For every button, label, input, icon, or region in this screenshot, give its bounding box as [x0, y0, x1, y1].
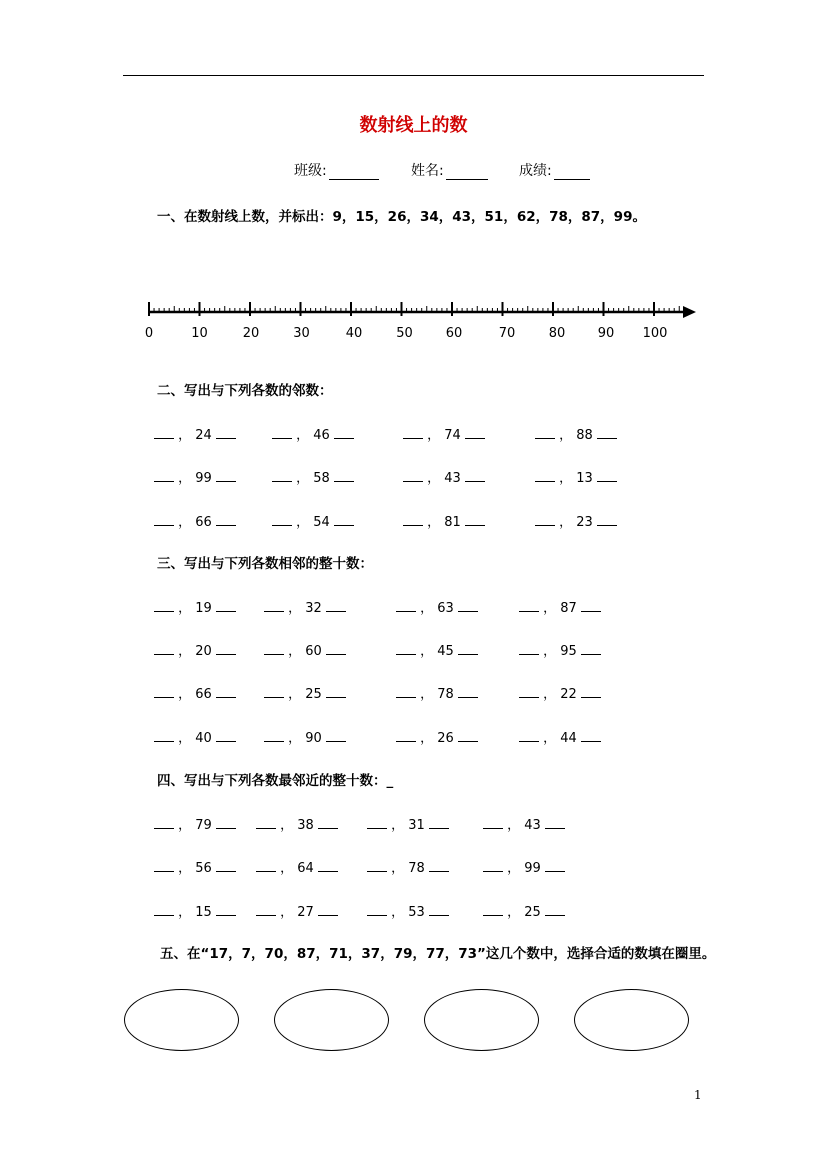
s3-item — [264, 640, 346, 659]
answer-blank[interactable] — [216, 816, 236, 829]
answer-blank[interactable] — [154, 685, 174, 698]
comma-separator: ， — [423, 428, 445, 443]
given-number: 56 — [195, 861, 212, 876]
comma-separator: ， — [539, 687, 561, 702]
answer-blank[interactable] — [154, 426, 174, 439]
comma-separator: ， — [387, 818, 409, 833]
answer-blank[interactable] — [318, 903, 338, 916]
s4-item — [256, 901, 338, 920]
comma-separator: ， — [387, 905, 409, 920]
answer-blank[interactable] — [367, 816, 387, 829]
answer-blank[interactable] — [483, 816, 503, 829]
comma-separator: ， — [539, 731, 561, 746]
given-number: 95 — [560, 644, 577, 659]
answer-blank[interactable] — [154, 513, 174, 526]
answer-blank[interactable] — [264, 685, 284, 698]
answer-blank[interactable] — [154, 642, 174, 655]
s4-item — [154, 814, 236, 833]
number-line-label: 20 — [242, 326, 260, 341]
s3-item — [396, 640, 478, 659]
page-title: 数射线上的数 — [359, 115, 468, 136]
answer-blank[interactable] — [483, 903, 503, 916]
comma-separator: ， — [174, 861, 196, 876]
answer-blank[interactable] — [216, 859, 236, 872]
answer-circle-1[interactable] — [124, 989, 239, 1051]
answer-blank[interactable] — [318, 859, 338, 872]
answer-blank[interactable] — [458, 642, 478, 655]
given-number: 19 — [195, 601, 212, 616]
section-5-heading: 五、在“17，7，70，87，71，37，79，77，73”这几个数中，选择合适的数填在圈里。 — [160, 946, 716, 962]
comma-separator: ， — [174, 515, 196, 530]
s3-item — [519, 597, 601, 616]
answer-blank[interactable] — [465, 513, 485, 526]
comma-separator: ， — [174, 471, 196, 486]
comma-separator: ， — [423, 471, 445, 486]
answer-blank[interactable] — [367, 903, 387, 916]
s4-item — [154, 901, 236, 920]
comma-separator: ， — [276, 861, 298, 876]
answer-blank[interactable] — [264, 729, 284, 742]
number-line-label: 0 — [144, 326, 154, 341]
number-line-label: 40 — [345, 326, 363, 341]
given-number: 66 — [195, 687, 212, 702]
s4-item — [483, 901, 565, 920]
answer-blank[interactable] — [272, 469, 292, 482]
answer-blank[interactable] — [367, 859, 387, 872]
comma-separator: ， — [539, 601, 561, 616]
given-number: 88 — [576, 428, 593, 443]
answer-blank[interactable] — [216, 599, 236, 612]
given-number: 31 — [408, 818, 425, 833]
given-number: 25 — [524, 905, 541, 920]
given-number: 58 — [313, 471, 330, 486]
given-number: 66 — [195, 515, 212, 530]
score-label: 成绩: — [519, 163, 552, 179]
answer-blank[interactable] — [597, 426, 617, 439]
answer-blank[interactable] — [581, 685, 601, 698]
answer-blank[interactable] — [216, 903, 236, 916]
number-line-ticks — [149, 302, 679, 316]
given-number: 90 — [305, 731, 322, 746]
s3-item — [154, 727, 236, 746]
answer-blank[interactable] — [154, 816, 174, 829]
answer-blank[interactable] — [597, 469, 617, 482]
answer-blank[interactable] — [519, 685, 539, 698]
given-number: 32 — [305, 601, 322, 616]
comma-separator: ， — [174, 644, 196, 659]
s3-item — [519, 640, 601, 659]
comma-separator: ， — [292, 515, 314, 530]
given-number: 13 — [576, 471, 593, 486]
answer-blank[interactable] — [429, 816, 449, 829]
given-number: 78 — [437, 687, 454, 702]
given-number: 74 — [444, 428, 461, 443]
answer-blank[interactable] — [519, 642, 539, 655]
section-4-heading: 四、写出与下列各数最邻近的整十数：_ — [157, 773, 394, 789]
comma-separator: ， — [503, 818, 525, 833]
comma-separator: ， — [416, 644, 438, 659]
answer-blank[interactable] — [545, 816, 565, 829]
answer-blank[interactable] — [334, 426, 354, 439]
name-label: 姓名: — [411, 163, 444, 179]
comma-separator: ， — [423, 515, 445, 530]
score-blank[interactable] — [554, 163, 590, 180]
answer-blank[interactable] — [458, 729, 478, 742]
given-number: 53 — [408, 905, 425, 920]
comma-separator: ， — [284, 731, 306, 746]
answer-blank[interactable] — [264, 599, 284, 612]
answer-blank[interactable] — [256, 816, 276, 829]
answer-blank[interactable] — [154, 469, 174, 482]
class-label: 班级: — [294, 163, 327, 179]
s2-item — [272, 467, 354, 486]
comma-separator: ， — [416, 731, 438, 746]
answer-blank[interactable] — [465, 426, 485, 439]
answer-blank[interactable] — [535, 469, 555, 482]
comma-separator: ， — [174, 428, 196, 443]
s4-item — [367, 857, 449, 876]
answer-blank[interactable] — [396, 685, 416, 698]
comma-separator: ， — [503, 905, 525, 920]
comma-separator: ， — [555, 428, 577, 443]
given-number: 46 — [313, 428, 330, 443]
s4-item — [483, 814, 565, 833]
comma-separator: ， — [387, 861, 409, 876]
comma-separator: ， — [284, 601, 306, 616]
comma-separator: ， — [539, 644, 561, 659]
answer-blank[interactable] — [597, 513, 617, 526]
answer-blank[interactable] — [334, 469, 354, 482]
comma-separator: ， — [292, 471, 314, 486]
given-number: 45 — [437, 644, 454, 659]
answer-blank[interactable] — [535, 513, 555, 526]
s3-item — [519, 683, 601, 702]
comma-separator: ， — [174, 731, 196, 746]
answer-blank[interactable] — [545, 859, 565, 872]
s2-item — [272, 511, 354, 530]
class-field — [294, 160, 379, 180]
answer-blank[interactable] — [154, 859, 174, 872]
comma-separator: ， — [174, 687, 196, 702]
s4-item — [367, 814, 449, 833]
given-number: 23 — [576, 515, 593, 530]
s2-item — [535, 467, 617, 486]
given-number: 15 — [195, 905, 212, 920]
answer-blank[interactable] — [216, 513, 236, 526]
given-number: 43 — [444, 471, 461, 486]
answer-blank[interactable] — [216, 469, 236, 482]
given-number: 20 — [195, 644, 212, 659]
answer-blank[interactable] — [334, 513, 354, 526]
given-number: 27 — [297, 905, 314, 920]
comma-separator: ， — [555, 471, 577, 486]
answer-blank[interactable] — [403, 513, 423, 526]
answer-blank[interactable] — [581, 599, 601, 612]
answer-blank[interactable] — [458, 685, 478, 698]
given-number: 78 — [408, 861, 425, 876]
answer-blank[interactable] — [429, 903, 449, 916]
comma-separator: ， — [174, 601, 196, 616]
s2-item — [403, 511, 485, 530]
given-number: 25 — [305, 687, 322, 702]
given-number: 26 — [437, 731, 454, 746]
comma-separator: ， — [284, 687, 306, 702]
comma-separator: ， — [276, 905, 298, 920]
answer-blank[interactable] — [216, 685, 236, 698]
number-line-labels — [145, 326, 668, 341]
answer-blank[interactable] — [535, 426, 555, 439]
answer-circle-2[interactable] — [274, 989, 389, 1051]
answer-blank[interactable] — [396, 729, 416, 742]
answer-blank[interactable] — [581, 729, 601, 742]
given-number: 44 — [560, 731, 577, 746]
answer-blank[interactable] — [545, 903, 565, 916]
s2-item — [535, 511, 617, 530]
s2-item — [154, 467, 236, 486]
answer-blank[interactable] — [465, 469, 485, 482]
answer-blank[interactable] — [326, 642, 346, 655]
s2-item — [154, 424, 236, 443]
answer-blank[interactable] — [272, 513, 292, 526]
s3-item — [519, 727, 601, 746]
section-1-heading: 一、在数射线上数，并标出：9，15，26，34，43，51，62，78，87，99。 — [157, 209, 646, 225]
s3-item — [264, 597, 346, 616]
given-number: 99 — [195, 471, 212, 486]
s3-item — [154, 597, 236, 616]
answer-blank[interactable] — [519, 599, 539, 612]
s2-item — [403, 424, 485, 443]
number-line-label: 10 — [191, 326, 208, 341]
number-line-label: 90 — [597, 326, 615, 341]
arrow-head-icon — [683, 306, 696, 318]
given-number: 79 — [195, 818, 212, 833]
score-field — [519, 160, 590, 180]
answer-circle-4[interactable] — [574, 989, 689, 1051]
s3-item — [264, 727, 346, 746]
s4-item — [483, 857, 565, 876]
given-number: 38 — [297, 818, 314, 833]
answer-blank[interactable] — [581, 642, 601, 655]
s2-item — [403, 467, 485, 486]
given-number: 40 — [195, 731, 212, 746]
section-3-heading: 三、写出与下列各数相邻的整十数： — [157, 556, 373, 572]
number-line-label: 50 — [396, 326, 413, 341]
number-line-label: 80 — [548, 326, 566, 341]
answer-blank[interactable] — [326, 729, 346, 742]
comma-separator: ， — [292, 428, 314, 443]
comma-separator: ， — [174, 818, 196, 833]
comma-separator: ， — [174, 905, 196, 920]
name-blank[interactable] — [446, 163, 488, 180]
answer-blank[interactable] — [519, 729, 539, 742]
given-number: 22 — [560, 687, 577, 702]
answer-blank[interactable] — [326, 599, 346, 612]
given-number: 81 — [444, 515, 461, 530]
comma-separator: ， — [416, 601, 438, 616]
page-number: 1 — [694, 1088, 702, 1102]
given-number: 54 — [313, 515, 330, 530]
given-number: 60 — [305, 644, 322, 659]
header-rule — [123, 75, 704, 76]
comma-separator: ， — [555, 515, 577, 530]
answer-blank[interactable] — [154, 903, 174, 916]
comma-separator: ， — [416, 687, 438, 702]
given-number: 63 — [437, 601, 454, 616]
comma-separator: ， — [276, 818, 298, 833]
s3-item — [396, 597, 478, 616]
answer-blank[interactable] — [396, 599, 416, 612]
answer-blank[interactable] — [154, 729, 174, 742]
name-field — [411, 160, 488, 180]
answer-blank[interactable] — [216, 426, 236, 439]
number-line-label: 70 — [498, 326, 516, 341]
comma-separator: ， — [284, 644, 306, 659]
answer-blank[interactable] — [403, 426, 423, 439]
given-number: 43 — [524, 818, 541, 833]
answer-blank[interactable] — [429, 859, 449, 872]
s4-item — [256, 814, 338, 833]
answer-blank[interactable] — [318, 816, 338, 829]
given-number: 87 — [560, 601, 577, 616]
answer-blank[interactable] — [216, 642, 236, 655]
class-blank[interactable] — [329, 163, 379, 180]
answer-blank[interactable] — [154, 599, 174, 612]
s3-item — [396, 683, 478, 702]
s4-item — [256, 857, 338, 876]
answer-blank[interactable] — [458, 599, 478, 612]
answer-circle-3[interactable] — [424, 989, 539, 1051]
s2-item — [535, 424, 617, 443]
s2-item — [272, 424, 354, 443]
answer-blank[interactable] — [326, 685, 346, 698]
comma-separator: ， — [503, 861, 525, 876]
s4-item — [367, 901, 449, 920]
number-line-label: 100 — [642, 326, 668, 341]
s3-item — [396, 727, 478, 746]
answer-blank[interactable] — [264, 642, 284, 655]
answer-blank[interactable] — [483, 859, 503, 872]
answer-blank[interactable] — [272, 426, 292, 439]
number-line — [140, 295, 710, 347]
section-2-heading: 二、写出与下列各数的邻数： — [157, 383, 333, 399]
answer-blank[interactable] — [256, 903, 276, 916]
answer-blank[interactable] — [396, 642, 416, 655]
s3-item — [154, 640, 236, 659]
answer-blank[interactable] — [216, 729, 236, 742]
given-number: 64 — [297, 861, 314, 876]
s3-item — [154, 683, 236, 702]
number-line-label: 30 — [293, 326, 310, 341]
number-line-label: 60 — [445, 326, 463, 341]
s4-item — [154, 857, 236, 876]
s3-item — [264, 683, 346, 702]
given-number: 99 — [524, 861, 541, 876]
answer-blank[interactable] — [256, 859, 276, 872]
answer-blank[interactable] — [403, 469, 423, 482]
s2-item — [154, 511, 236, 530]
given-number: 24 — [195, 428, 212, 443]
